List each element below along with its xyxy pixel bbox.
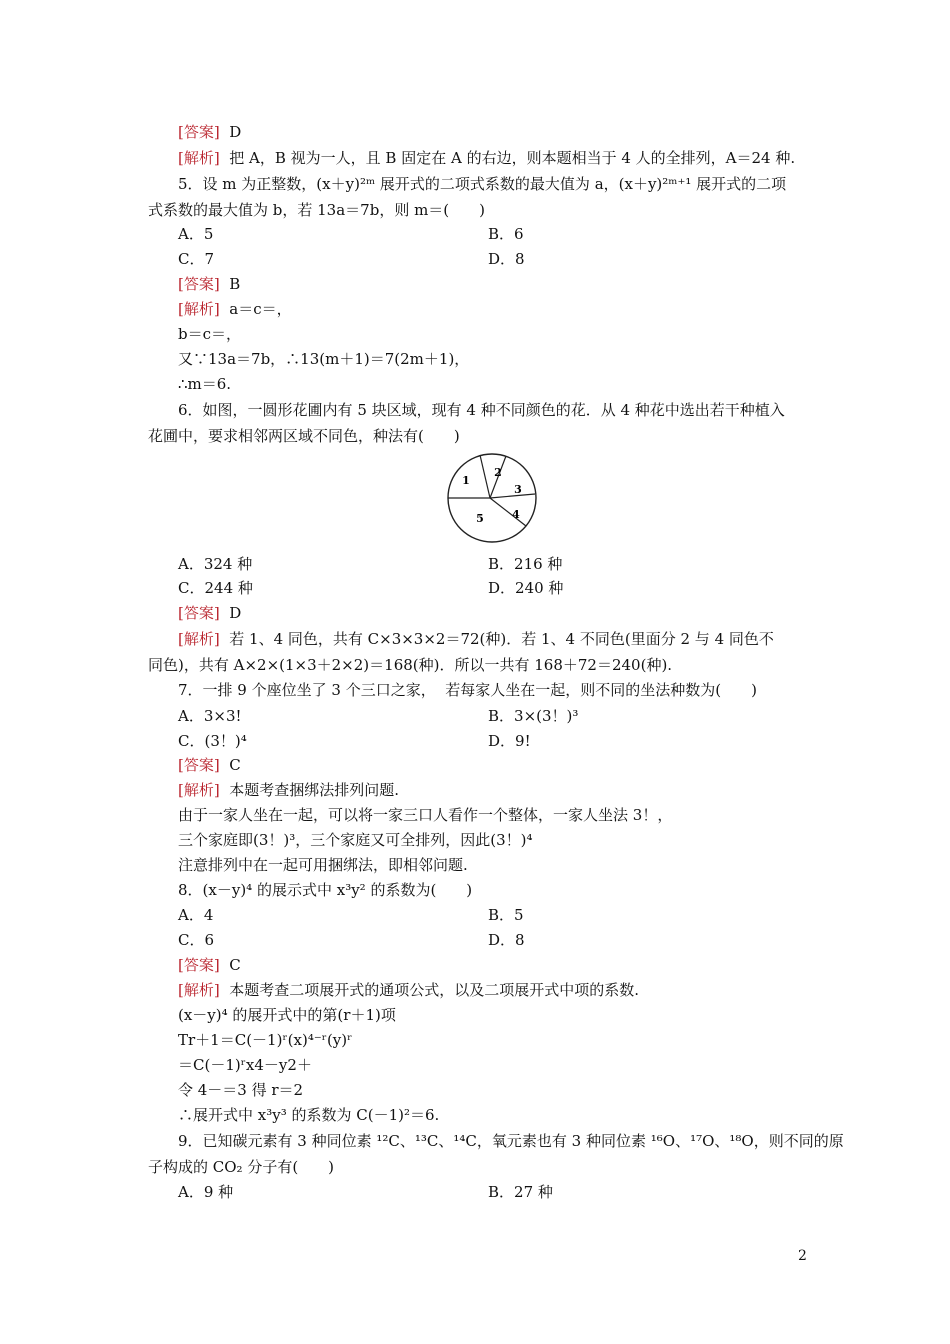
region-label: 2 — [494, 466, 502, 479]
option-right: D．8 — [488, 931, 525, 949]
line-text: 本题考查捆绑法排列问题. — [219, 781, 400, 799]
line-text: B — [219, 275, 241, 293]
option-right: B．3×(3！)³ — [488, 707, 579, 725]
answer-tag: [答案] — [178, 756, 220, 774]
question-5-line-2: 式系数的最大值为 b，若 13a＝7b，则 m＝( ) — [148, 201, 486, 219]
divider-line — [490, 498, 526, 526]
analysis-tag: [解析] — [178, 630, 220, 648]
option-row — [178, 249, 214, 269]
answer-line — [178, 603, 241, 623]
question-9-line-1: 9．已知碳元素有 3 种同位素 ¹²C、¹³C、¹⁴C，氧元素也有 3 种同位素 ¹⁶O、¹⁷O、¹⁸O，则不同的原 — [178, 1132, 844, 1150]
option-row: A．4 — [178, 906, 214, 924]
option-right: B．6 — [488, 225, 524, 243]
line-text: a＝c＝， — [219, 300, 292, 318]
text-line: 又∵13a＝7b，∴13(m＋1)＝7(2m＋1)， — [178, 350, 470, 368]
option-row: C．(3！)⁴ — [178, 732, 247, 750]
option-row: C．244 种 — [178, 579, 253, 597]
answer-tag: [答案] — [178, 956, 220, 974]
divider-line — [490, 494, 535, 498]
analysis-line — [178, 980, 639, 1000]
line-text: 若 1、4 同色，共有 C×3×3×2＝72(种)．若 1、4 不同色(里面分 2 与 4 同色不 — [219, 630, 774, 648]
text-line: 三个家庭即(3！)³，三个家庭又可全排列，因此(3！)⁴ — [178, 831, 533, 849]
question-8-line: 8．(x－y)⁴ 的展示式中 x³y² 的系数为( ) — [178, 881, 473, 899]
option-right: D．9! — [488, 732, 531, 750]
option-right: B．27 种 — [488, 1183, 553, 1201]
text-line: 同色)，共有 A×2×(1×3＋2×2)＝168(种)．所以一共有 168＋72＝240(种). — [148, 656, 673, 674]
analysis-tag: [解析] — [178, 981, 220, 999]
option-left: A．5 — [178, 225, 214, 243]
analysis-tag: [解析] — [178, 300, 220, 318]
option-right: B．5 — [488, 906, 524, 924]
line-text: 本题考查二项展开式的通项公式，以及二项展开式中项的系数. — [219, 981, 640, 999]
answer-tag: [答案] — [178, 604, 220, 622]
text-line: 注意排列中在一起可用捆绑法，即相邻问题. — [178, 856, 468, 874]
analysis-line — [178, 780, 399, 800]
analysis-line — [178, 629, 774, 649]
answer-line — [178, 274, 240, 294]
option-right: D．240 种 — [488, 579, 564, 597]
line-text: C — [219, 756, 241, 774]
region-label: 1 — [462, 474, 470, 487]
text-line: ∴m＝6. — [178, 375, 232, 393]
option-right: D．8 — [488, 250, 525, 268]
option-right: B．216 种 — [488, 555, 563, 573]
text-line: b＝c＝， — [178, 325, 242, 343]
option-row: A．324 种 — [178, 555, 253, 573]
text-line: 令 4－＝3 得 r＝2 — [178, 1081, 304, 1099]
line-text: C — [219, 956, 241, 974]
divider-line — [480, 455, 490, 498]
answer-line — [178, 955, 241, 975]
line-text: D — [219, 604, 242, 622]
line-01 — [178, 122, 241, 142]
region-label: 4 — [512, 508, 520, 521]
question-6-line-1: 6．如图，一圆形花圃内有 5 块区域，现有 4 种不同颜色的花．从 4 种花中选出若干种植入 — [178, 401, 785, 419]
text-line: 由于一家人坐在一起，可以将一家三口人看作一个整体，一家人坐法 3！， — [178, 806, 673, 824]
option-row: C．6 — [178, 931, 215, 949]
option-row: A．3×3! — [178, 707, 242, 725]
question-7-line: 7．一排 9 个座位坐了 3 个三口之家， 若每家人坐在一起，则不同的坐法种数为( ) — [178, 681, 757, 699]
circle-garden-diagram — [446, 452, 538, 544]
text-line: ＝C(－1)ʳx4－y2＋ — [178, 1056, 312, 1074]
option-row — [178, 224, 213, 244]
option-row: A．9 种 — [178, 1183, 234, 1201]
question-5-line-1: 5．设 m 为正整数，(x＋y)²ᵐ 展开式的二项式系数的最大值为 a，(x＋y)²ᵐ⁺¹ 展开式的二项 — [178, 175, 787, 193]
page-number: 2 — [798, 1248, 807, 1264]
question-6-line-2: 花圃中，要求相邻两区域不同色，种法有( ) — [148, 427, 460, 445]
text-line: ∴展开式中 x³y³ 的系数为 C(－1)²＝6. — [178, 1106, 440, 1124]
question-9-line-2: 子构成的 CO₂ 分子有( ) — [148, 1158, 335, 1176]
analysis-tag: [解析] — [178, 781, 220, 799]
line-text: D — [219, 123, 242, 141]
answer-line — [178, 755, 241, 775]
analysis-tag: [解析] — [178, 149, 220, 167]
option-left: C．7 — [178, 250, 215, 268]
region-label: 5 — [476, 512, 484, 525]
answer-tag: [答案] — [178, 123, 220, 141]
text-line: (x－y)⁴ 的展开式中的第(r＋1)项 — [178, 1006, 396, 1024]
line-text: 把 A，B 视为一人，且 B 固定在 A 的右边，则本题相当于 4 人的全排列，A＝24 种. — [219, 149, 796, 167]
analysis-line — [178, 299, 292, 319]
line-02 — [178, 148, 795, 168]
answer-tag: [答案] — [178, 275, 220, 293]
region-label: 3 — [514, 483, 522, 496]
text-line: Tr＋1＝C(－1)ʳ(x)⁴⁻ʳ(y)ʳ — [178, 1031, 353, 1049]
